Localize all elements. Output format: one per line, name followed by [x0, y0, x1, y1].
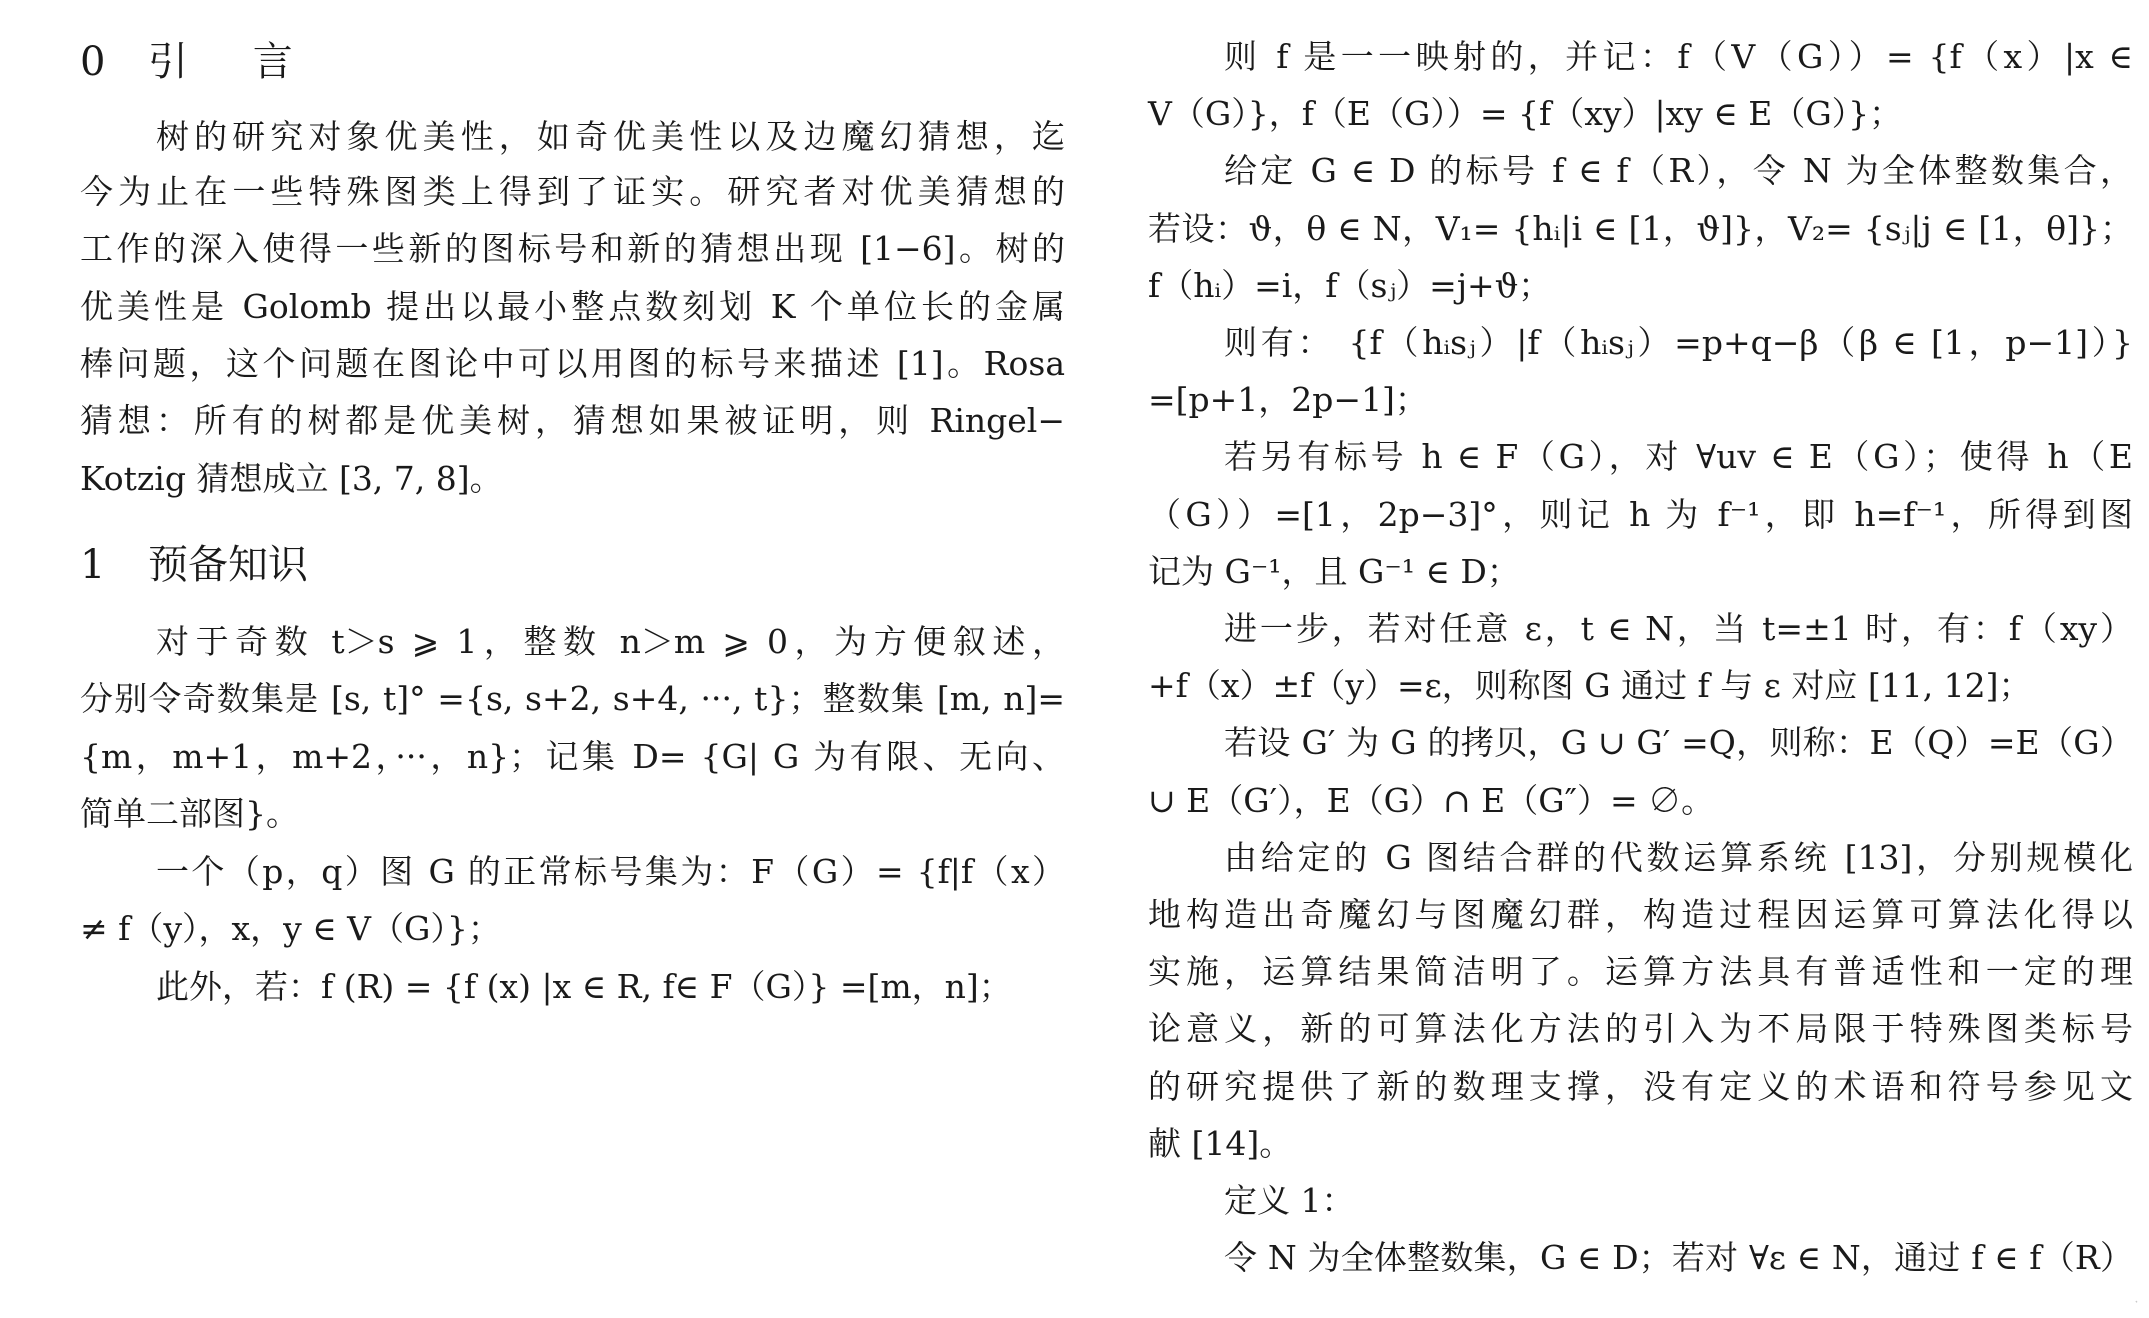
text-line: ∪ E（G′），E（G）∩ E（G″）= ∅。: [1148, 781, 1715, 820]
text-line: 对于奇数 t＞s ⩾ 1，整数 n＞m ⩾ 0，为方便叙述，: [156, 622, 1065, 661]
text-line: 献 [14]。: [1148, 1124, 1293, 1163]
text-line: 简单二部图}。: [80, 794, 299, 833]
text-line: 地构造出奇魔幻与图魔幻群，构造过程因运算可算法化得以: [1148, 895, 2133, 934]
text-line: 给定 G ∈ D 的标号 f ∈ f（R），令 N 为全体整数集合，: [1224, 151, 2133, 190]
text-line: 若设：ϑ，θ ∈ N，V₁= {hᵢ|i ∈ [1，ϑ]}，V₂= {sⱼ|j ∈ [1，θ]}；: [1148, 209, 2133, 248]
text-line: 则有： {f（hᵢsⱼ）|f（hᵢsⱼ）=p+q−β（β ∈ [1，p−1]）}: [1224, 323, 2133, 362]
text-line: 定义 1：: [1224, 1181, 1355, 1220]
section-heading-introduction: [80, 39, 319, 85]
watermark: ·: [2130, 1295, 2144, 1310]
section-title: 引 言: [148, 39, 319, 85]
text-line: 记为 G⁻¹，且 G⁻¹ ∈ D；: [1148, 552, 1520, 591]
section-heading-preliminaries: [80, 542, 308, 588]
text-line: 此外，若：f (R) = {f (x) |x ∈ R, f∈ F（G）} =[m，n]；: [156, 967, 1012, 1006]
text-line: 论意义，新的可算法化方法的引入为不局限于特殊图类标号: [1148, 1009, 2133, 1048]
text-line: f（hᵢ）=i，f（sⱼ）=j+ϑ；: [1148, 266, 1552, 305]
section-title: 预备知识: [148, 542, 308, 588]
text-line: 优美性是 Golomb 提出以最小整点数刻划 K 个单位长的金属: [80, 287, 1065, 326]
text-line: 若设 G′ 为 G 的拷贝，G ∪ G′ =Q，则称：E（Q）=E（G）: [1224, 723, 2133, 762]
text-line: +f（x）±f（y）=ε，则称图 G 通过 f 与 ε 对应 [11, 12]；: [1148, 666, 2032, 705]
section-number: 0: [80, 39, 106, 85]
text-line: 由给定的 G 图结合群的代数运算系统 [13]，分别规模化: [1224, 838, 2133, 877]
text-line: 今为止在一些特殊图类上得到了证实。研究者对优美猜想的: [80, 172, 1065, 211]
text-line: 棒问题，这个问题在图论中可以用图的标号来描述 [1]。Rosa: [80, 344, 1065, 383]
text-line: 树的研究对象优美性，如奇优美性以及边魔幻猜想，迄: [156, 117, 1065, 156]
text-line: 一个（p，q）图 G 的正常标号集为：F（G）= {f|f（x）: [156, 852, 1065, 891]
text-line: 分别令奇数集是 [s, t]° ={s, s+2, s+4, ···, t}；整数集 [m, n]=: [80, 679, 1065, 718]
text-line: 令 N 为全体整数集，G ∈ D；若对 ∀ε ∈ N，通过 f ∈ f（R）: [1224, 1238, 2133, 1277]
section-number: 1: [80, 542, 106, 588]
text-line: （G））=[1，2p−3]°，则记 h 为 f⁻¹，即 h=f⁻¹，所得到图: [1148, 495, 2133, 534]
text-line: 猜想：所有的树都是优美树，猜想如果被证明，则 Ringel−: [80, 401, 1065, 440]
text-line: =[p+1，2p−1]；: [1148, 380, 1428, 419]
text-line: V（G）}，f（E（G））= {f（xy）|xy ∈ E（G）}；: [1148, 94, 1903, 133]
text-line: 则 f 是一一映射的，并记：f（V（G））= {f（x）|x ∈: [1224, 37, 2133, 76]
text-line: {m，m+1，m+2，···，n}；记集 D= {G| G 为有限、无向、: [80, 737, 1065, 776]
text-line: 工作的深入使得一些新的图标号和新的猜想出现 [1−6]。树的: [80, 229, 1065, 268]
text-line: 实施，运算结果简洁明了。运算方法具有普适性和一定的理: [1148, 952, 2133, 991]
text-line: ≠ f（y），x，y ∈ V（G）}；: [80, 909, 501, 948]
text-line: Kotzig 猜想成立 [3, 7, 8]。: [80, 459, 503, 498]
text-line: 若另有标号 h ∈ F（G），对 ∀uv ∈ E（G）；使得 h（E: [1224, 437, 2133, 476]
text-line: 的研究提供了新的数理支撑，没有定义的术语和符号参见文: [1148, 1067, 2133, 1106]
text-line: 进一步，若对任意 ε，t ∈ N，当 t=±1 时，有：f（xy）: [1224, 609, 2133, 648]
